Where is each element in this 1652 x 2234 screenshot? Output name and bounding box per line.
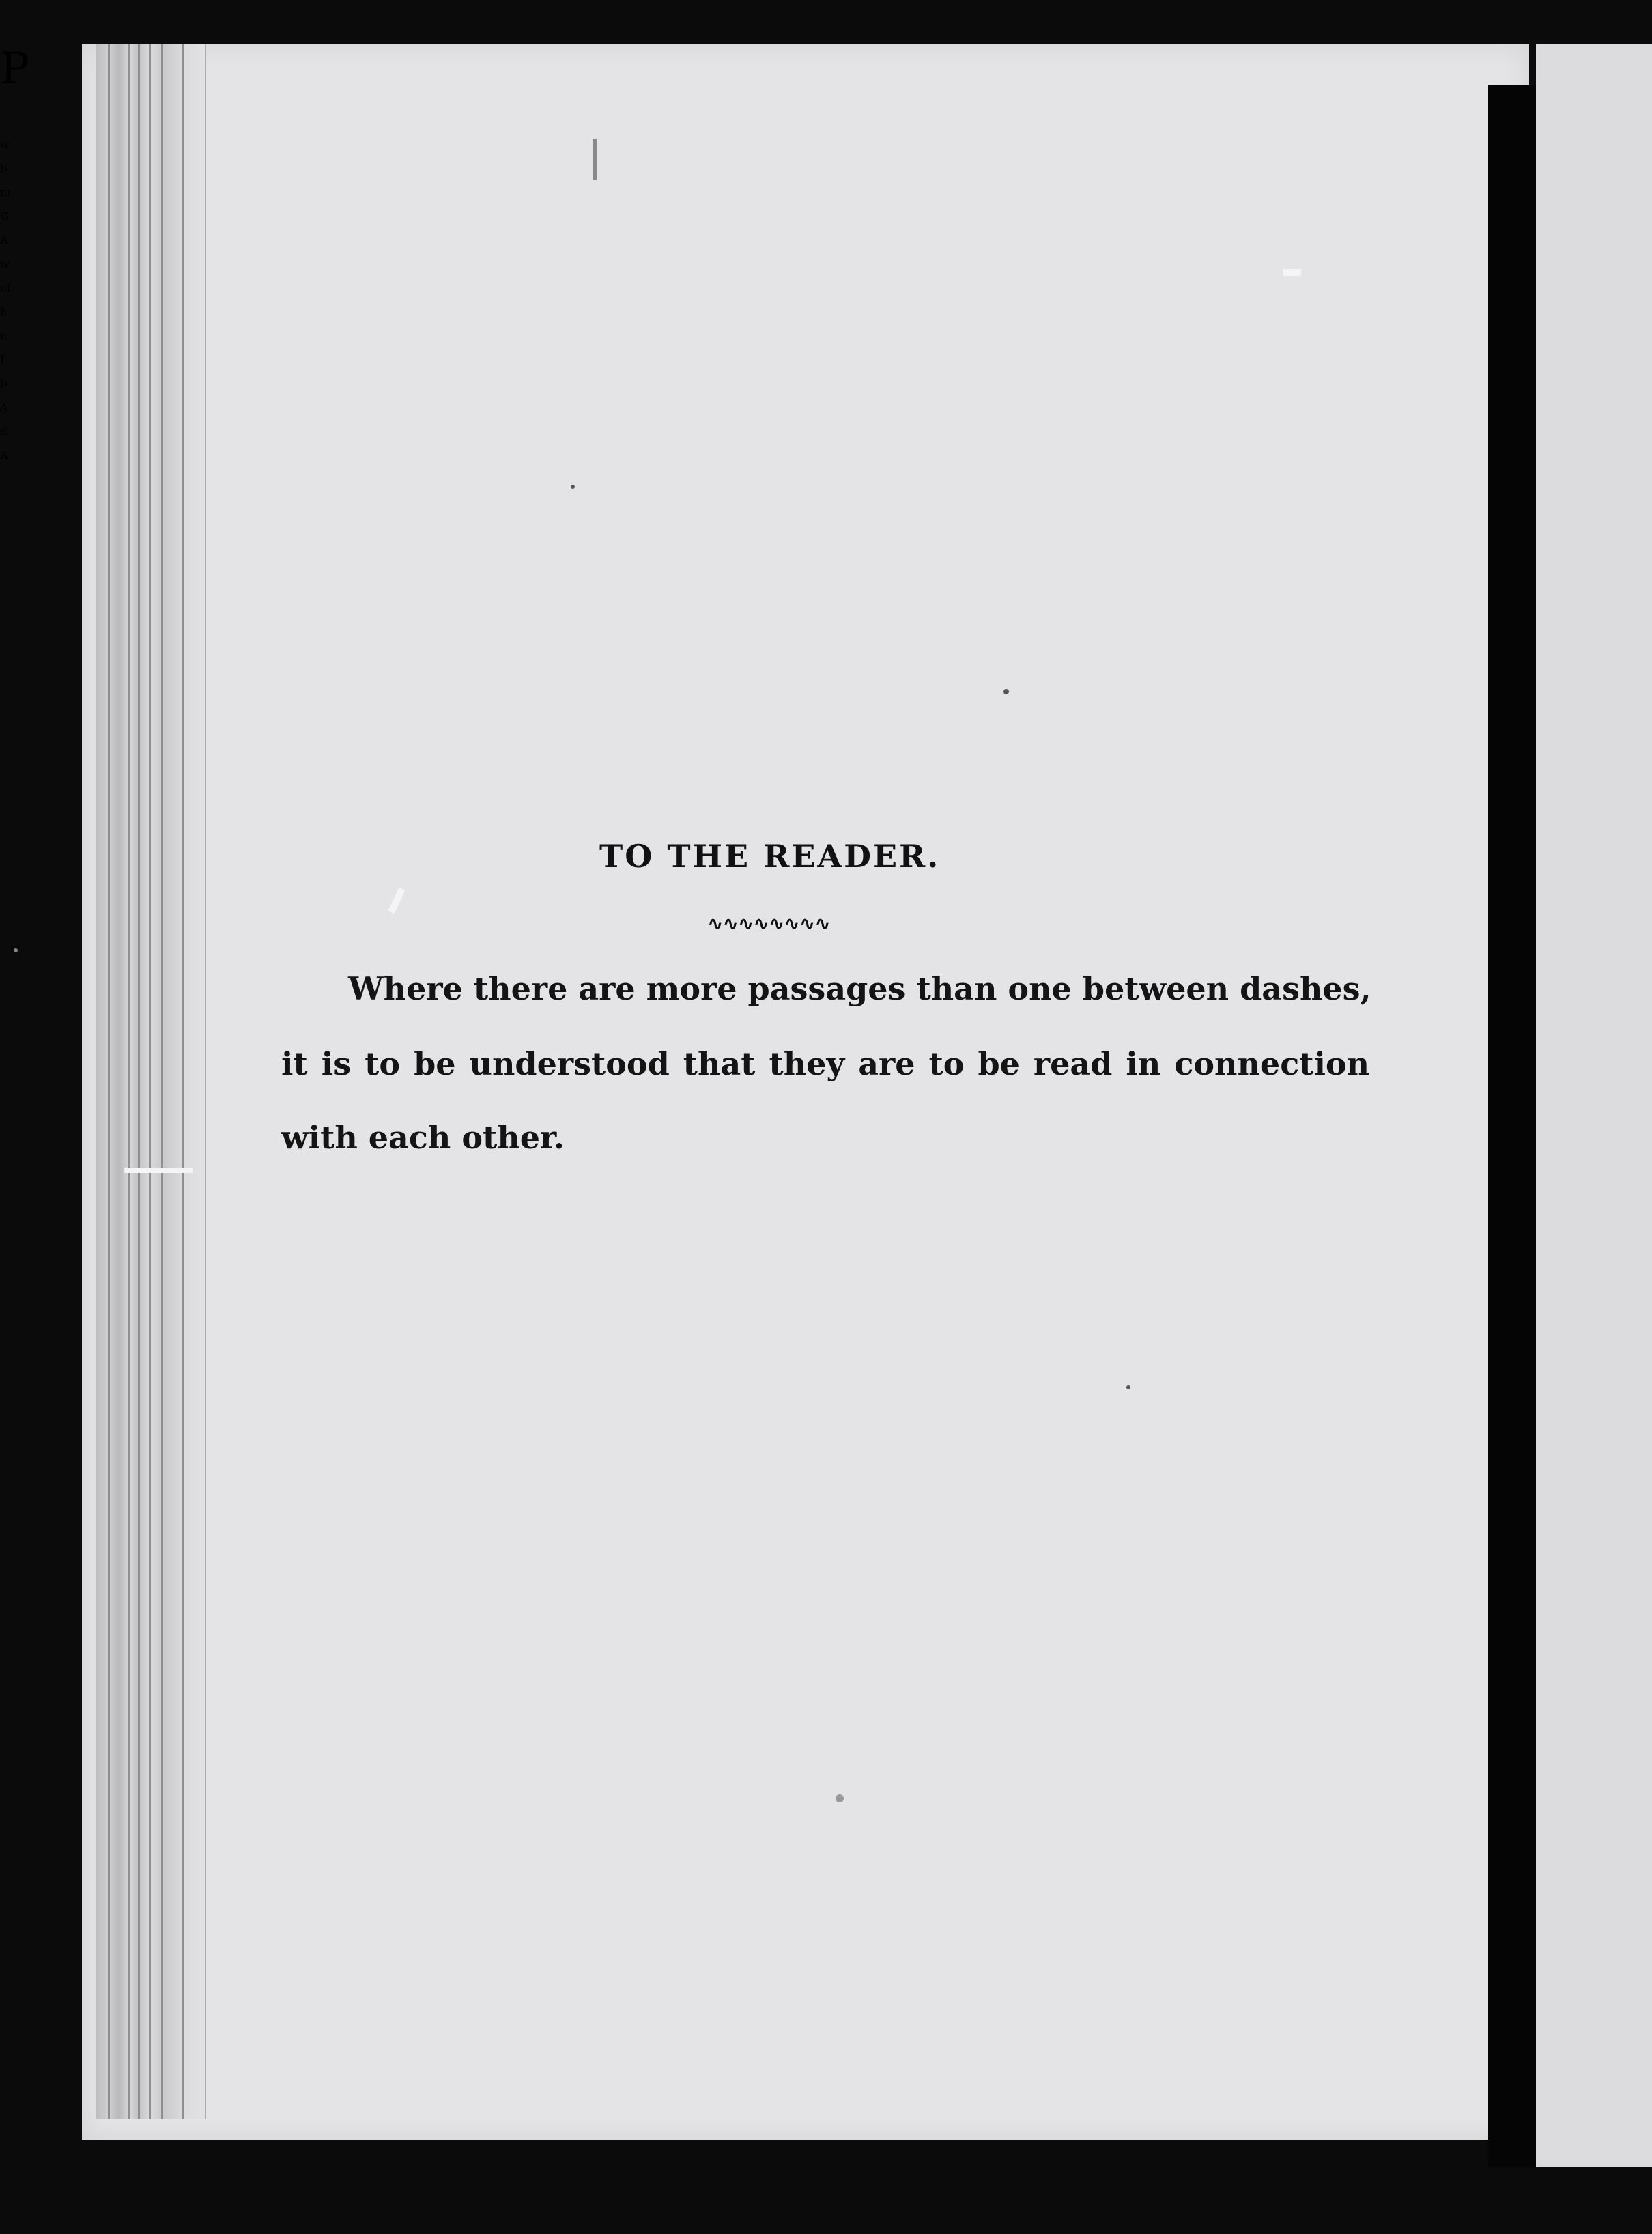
facing-page-fragment: A [0, 401, 8, 414]
facing-page-fragment: d [0, 425, 8, 438]
page-edge [96, 44, 206, 2119]
edge-line [182, 44, 184, 2119]
facing-page-fragment: b [0, 377, 8, 390]
facing-page-fragment: G [0, 210, 9, 223]
edge-line [128, 44, 130, 2119]
facing-page-fragment: P [0, 44, 30, 94]
edge-line [161, 44, 163, 2119]
scan-scratch [124, 1168, 193, 1173]
scan-speck [14, 948, 18, 952]
edge-line [138, 44, 140, 2119]
facing-page-fragment: w [0, 138, 10, 151]
facing-page-fragment: w [0, 257, 10, 270]
facing-page-fragment: h [0, 305, 8, 318]
decorative-rule: ∿∿∿∿∿∿∿∿ [707, 912, 830, 935]
scan-speck [1003, 689, 1009, 694]
scan-speck [836, 1794, 844, 1802]
facing-page [1536, 44, 1652, 2167]
scan-speck [571, 485, 575, 489]
paragraph-line: it is to be understood that they are to be read in connection [281, 1045, 1370, 1082]
scan-speck [1126, 1385, 1130, 1389]
paragraph-line: Where there are more passages than one between dashes, [348, 970, 1371, 1007]
page-scan [0, 44, 1652, 2234]
paragraph-line: with each other. [281, 1119, 565, 1156]
left-page [82, 44, 1529, 2140]
book-gutter [1488, 85, 1536, 2167]
facing-page-fragment: u [0, 329, 8, 342]
facing-page-fragment: m [0, 186, 11, 199]
edge-line [108, 44, 110, 2119]
facing-page-fragment: A [0, 234, 8, 246]
scan-scratch [593, 139, 597, 180]
facing-page-fragment: I [0, 353, 5, 366]
facing-page-fragment: b [0, 162, 8, 175]
scan-scratch [1283, 269, 1301, 276]
edge-line [149, 44, 151, 2119]
facing-page-fragment: of [0, 281, 11, 294]
heading-text: TO THE READER. [599, 838, 941, 875]
facing-page-fragment: A [0, 449, 8, 462]
